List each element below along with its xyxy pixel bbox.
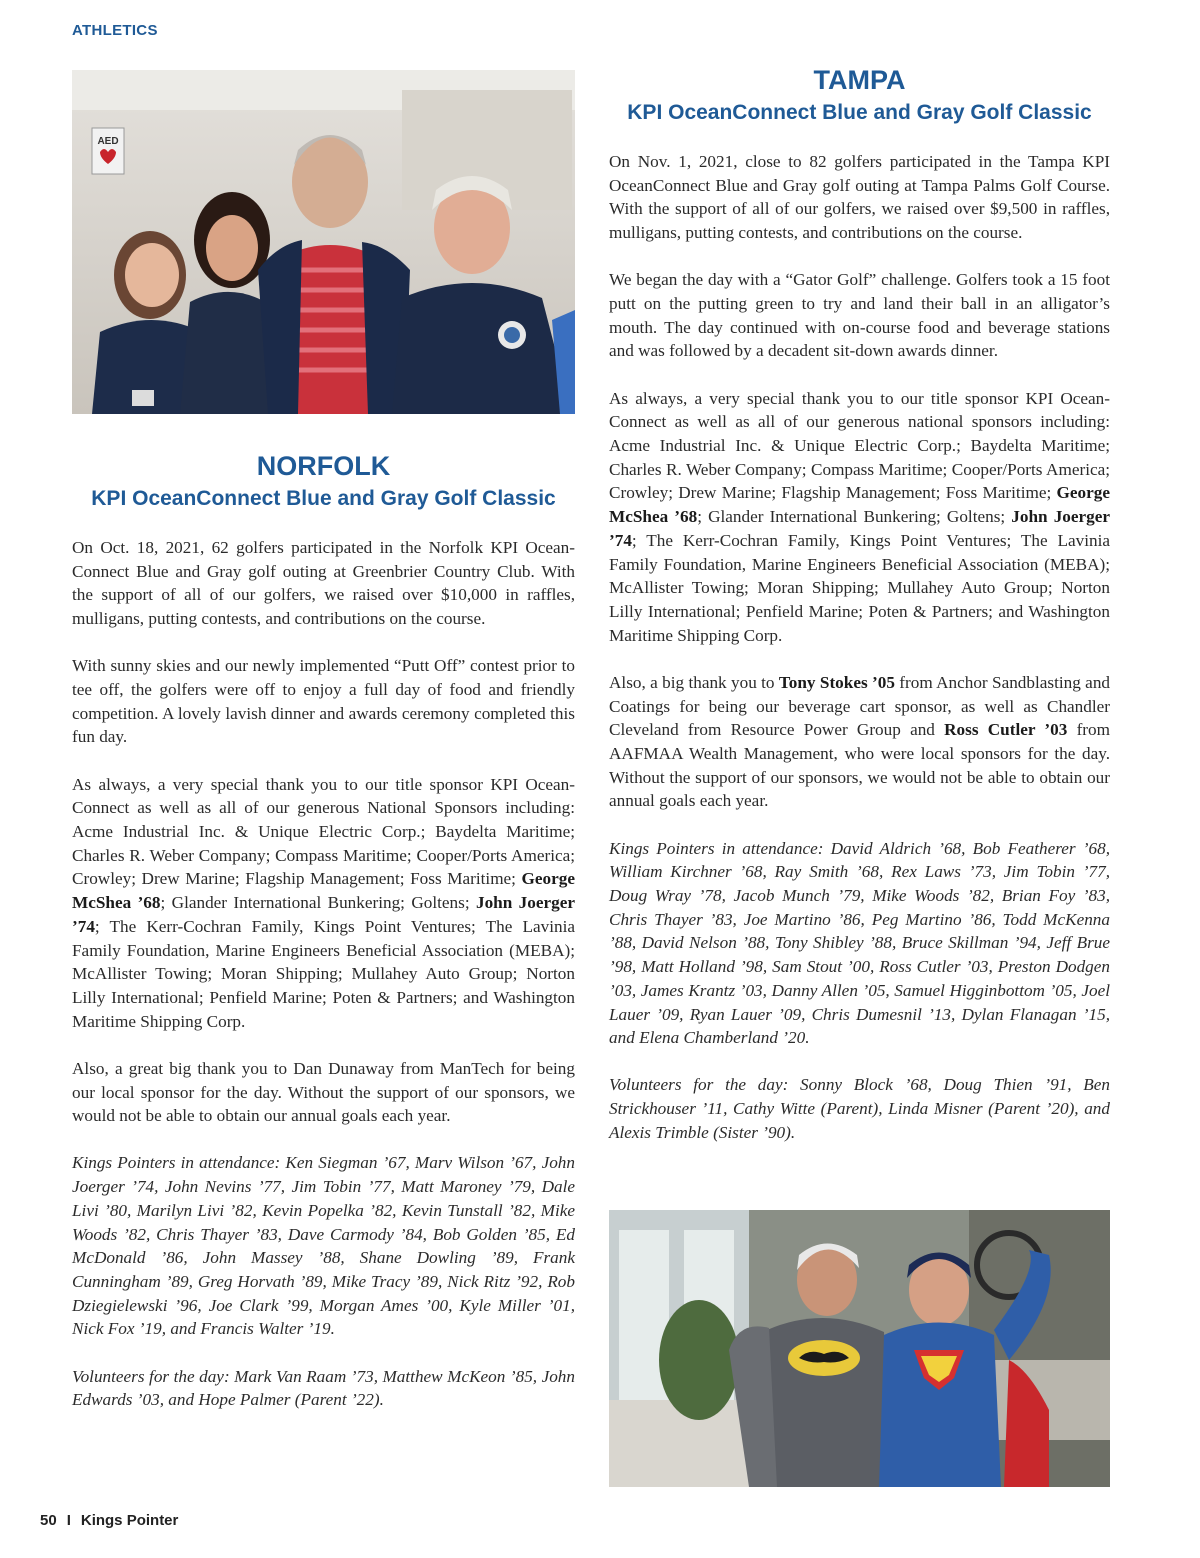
norfolk-photo-illustration [72,70,575,414]
page-footer [40,1512,178,1529]
page-number: 50 [40,1512,57,1529]
norfolk-paragraph-1: On Oct. 18, 2021, 62 golfers participated in the Norfolk KPI Ocean-Connect Blue and Gray golf outing at Greenbrier Country Club. With the support of all of our golfers, we raised over $10,000 in raffles, mulligans, putting contests, and contributions on the course. [72,538,575,629]
tampa-sponsor-name-joerger: John Joerger ’74 [609,507,1110,550]
norfolk-heading: NORFOLK [256,451,391,481]
footer-separator: I [66,1512,71,1529]
norfolk-attendees: Kings Pointers in attendance: Ken Siegman ’67, Marv Wilson ’67, John Joerger ’74, John Nevins ’77, Jim Tobin ’77, Matt Maroney ’79, Dale Livi ’80, Marilyn Livi ’82, Kevin Popelka ’82, Kevin Tunstall ’82, Mike Woods ’82, Chris Thayer ’83, Dave Carmody ’84, Bob Golden ’85, Ed McDonald ’86, John Massey ’88, Shane Dowling ’89, Frank Cunningham ’89, Greg Horvath ’89, Mike Tracy ’89, Nick Ritz ’92, Rob Dziegielewski ’96, Joe Clark ’99, Morgan Ames ’00, Kyle Miller ’01, Nick Fox ’19, and Francis Walter ’19. [72,1153,575,1339]
tampa-local-text-1: Also, a big thank you to [609,672,779,692]
tampa-event-title: KPI OceanConnect Blue and Gray Golf Classic [627,101,1092,124]
tampa-local-sponsors-paragraph [609,671,1110,813]
tampa-article [609,62,1110,1168]
tampa-attendees: Kings Pointers in attendance: David Aldrich ’68, Bob Featherer ’68, William Kirchner ’68, Ray Smith ’68, Rex Laws ’73, Jim Tobin ’77, Doug Wray ’78, Jacob Munch ’79, Mike Woods ’82, Brian Foy ’83, Chris Thayer ’83, Joe Martino ’86, Peg Martino ’86, Todd McKenna ’88, David Nelson ’88, Tony Shibley ’88, Bruce Skillman ’94, Jeff Brue ’98, Matt Holland ’98, Sam Stout ’00, Ross Cutler ’03, Preston Dodgen ’03, James Krantz ’03, Danny Allen ’05, Samuel Higginbottom ’05, Joel Lauer ’09, Ryan Lauer ’09, Chris Dumesnil ’13, Dylan Flanagan ’15, and Elena Chamberland ’20. [609,838,1110,1048]
tampa-paragraph-1: On Nov. 1, 2021, close to 82 golfers participated in the Tampa KPI OceanConnect Blue and Gray golf outing at Tampa Palms Golf Course. With the support of all of our golfers, we raised over $9,500 in raffles, mulligans, putting contests, and contributions on the course. [609,152,1110,243]
norfolk-sponsors-paragraph [72,773,575,1034]
norfolk-paragraph-2: With sunny skies and our newly implemented “Putt Off” contest prior to tee off, the golfers were off to enjoy a full day of food and friendly competition. A lovely lavish dinner and awards ceremony completed this fun day. [72,656,575,747]
tampa-sponsor-name-cutler: Ross Cutler ’03 [944,720,1068,740]
norfolk-volunteers: Volunteers for the day: Mark Van Raam ’73, Matthew McKeon ’85, John Edwards ’03, and Hope Palmer (Parent ’22). [72,1366,575,1410]
publication-name: Kings Pointer [80,1512,179,1529]
tampa-superhero-photo [609,1210,1110,1487]
tampa-sponsor-name-mcshea: George McShea ’68 [609,483,1110,527]
aed-sign-label: AED [97,136,119,147]
tampa-local-text-3: from AAFMAA Wealth Management, who were local sponsors for the day. Without the support of our sponsors, we would not be able to obtain our annual goals each year. [609,720,1110,811]
norfolk-sponsors-text-1: As always, a very special thank you to our title sponsor KPI Ocean-Connect as well as all of our generous National Sponsors including: Acme Industrial Inc. & Unique Electric Corp.; Baydelta Maritime; Charles R. Weber Company; Compass Maritime; Cooper/Ports America; Crowley; Drew Marine; Flagship Management; Foss Maritime; [72,774,575,889]
norfolk-sponsor-name-joerger: John Joerger ’74 [72,893,575,936]
tampa-photo-illustration [609,1210,1110,1487]
norfolk-sponsors-text-2: ; Glander International Bunkering; Goltens; [160,893,476,913]
tampa-sponsor-name-stokes: Tony Stokes ’05 [778,672,895,692]
norfolk-event-title: KPI OceanConnect Blue and Gray Golf Classic [91,487,556,510]
tampa-sponsors-text-1: As always, a very special thank you to our title sponsor KPI Ocean-Connect as well as all of our generous national sponsors including: Acme Industrial Inc. & Unique Electric Corp.; Baydelta Maritime; Charles R. Weber Company; Compass Maritime; Cooper/Ports America; Crowley; Drew Marine; Flagship Management; Foss Maritime; [609,388,1110,503]
norfolk-paragraph-4: Also, a great big thank you to Dan Dunaway from ManTech for being our local sponsor for the day. Without the support of our sponsors, we would not be able to obtain our annual goals each year. [72,1058,575,1126]
tampa-sponsors-paragraph [609,387,1110,648]
norfolk-sponsors-text-3: ; The Kerr-Cochran Family, Kings Point Ventures; The Lavinia Family Foundation, Marine Engineers Beneficial Association (MEBA); McAllister Towing; Moran Shipping; Mullahey Auto Group; Norton Lilly International; Penfield Marine; Poten & Partners; and Washington Maritime Shipping Corp. [72,916,575,1031]
norfolk-article [72,448,575,1436]
section-label: ATHLETICS [72,22,158,39]
tampa-paragraph-2: We began the day with a “Gator Golf” challenge. Golfers took a 15 foot putt on the putting green to try and land their ball in an alligator’s mouth. The day continued with on-course food and beverage stations and was followed by a decadent sit-down awards dinner. [609,270,1110,361]
norfolk-group-photo [72,70,575,414]
tampa-heading: TAMPA [813,65,906,95]
norfolk-sponsor-name-mcshea: George McShea ’68 [72,869,575,913]
tampa-local-text-2: from Anchor Sandblasting and Coatings for being our beverage cart sponsor, as well as Chandler Cleveland from Resource Power Group and [609,672,1111,740]
tampa-volunteers: Volunteers for the day: Sonny Block ’68, Doug Thien ’91, Ben Strickhouser ’11, Cathy Witte (Parent), Linda Misner (Parent ’20), and Alexis Trimble (Sister ’90). [609,1075,1110,1142]
tampa-sponsors-text-2: ; Glander International Bunkering; Goltens; [697,507,1012,527]
tampa-sponsors-text-3: ; The Kerr-Cochran Family, Kings Point Ventures; The Lavinia Family Foundation, Marine Engineers Beneficial Association (MEBA); McAllister Towing; Moran Shipping; Mullahey Auto Group; Norton Lilly International; Penfield Marine; Poten & Partners; and Washington Maritime Shipping Corp. [609,530,1110,645]
